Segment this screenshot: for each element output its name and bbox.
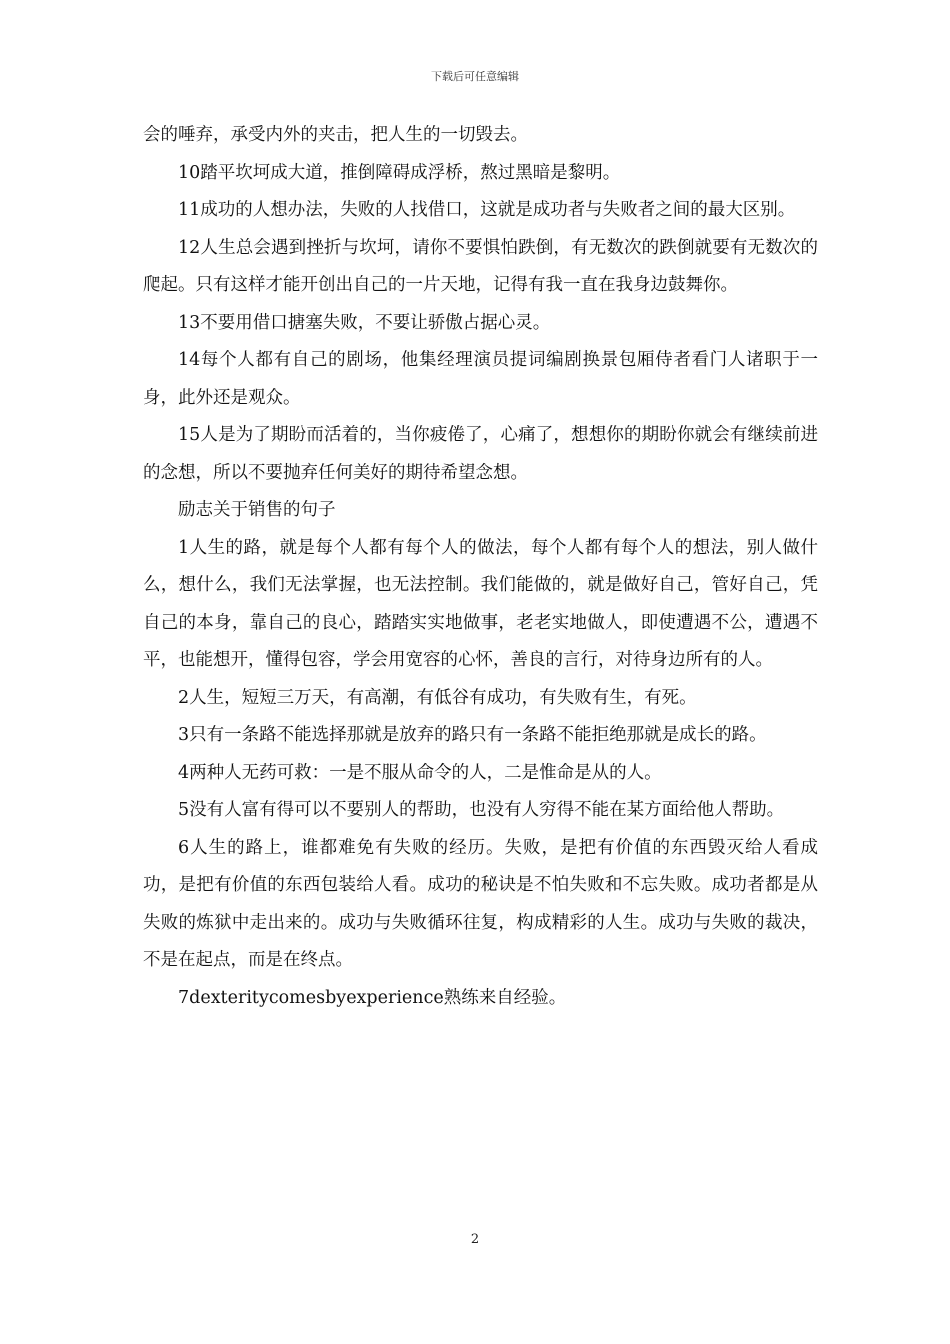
paragraph: 4两种人无药可救：一是不服从命令的人，二是惟命是从的人。 — [178, 762, 662, 783]
paragraph: 11成功的人想办法，失败的人找借口，这就是成功者与失败者之间的最大区别。 — [178, 200, 796, 220]
paragraph: 15人是为了期盼而活着的，当你疲倦了，心痛了，想想你的期盼你就会有继续前进的念想，所以不要抛弃任何美好的期待希望念想。 — [143, 425, 818, 483]
page-number: 2 — [470, 1232, 480, 1247]
document-body — [143, 117, 818, 1017]
paragraph: 6人生的路上，谁都难免有失败的经历。失败，是把有价值的东西毁灭给人看成功，是把有价值的东西包装给人看。成功的秘诀是不怕失败和不忘失败。成功者都是从失败的炼狱中走出来的。成功与失败循环往复，构成精彩的人生。成功与失败的裁决，不是在起点，而是在终点。 — [143, 837, 818, 970]
paragraph: 7dexteritycomesbyexperience熟练来自经验。 — [178, 987, 567, 1008]
paragraph: 10踏平坎坷成大道，推倒障碍成浮桥，熬过黑暗是黎明。 — [178, 162, 621, 183]
paragraph: 1人生的路，就是每个人都有每个人的做法，每个人都有每个人的想法，别人做什么，想什么，我们无法掌握，也无法控制。我们能做的，就是做好自己，管好自己，凭自己的本身，靠自己的良心，踏踏实实地做事，老老实地做人，即使遭遇不公，遭遇不平，也能想开，懂得包容，学会用宽容的心怀，善良的言行，对待身边所有的人。 — [143, 537, 818, 670]
page-header: 下载后可任意编辑 — [431, 70, 519, 83]
paragraph: 5没有人富有得可以不要别人的帮助，也没有人穷得不能在某方面给他人帮助。 — [178, 800, 785, 820]
paragraph: 3只有一条路不能选择那就是放弃的路只有一条路不能拒绝那就是成长的路。 — [178, 725, 767, 745]
paragraph: 12人生总会遇到挫折与坎坷，请你不要惧怕跌倒，有无数次的跌倒就要有无数次的爬起。只有这样才能开创出自己的一片天地，记得有我一直在我身边鼓舞你。 — [143, 237, 818, 295]
paragraph: 14每个人都有自己的剧场，他集经理演员提词编剧换景包厢侍者看门人诸职于一身，此外还是观众。 — [143, 350, 818, 408]
section-heading: 励志关于销售的句子 — [178, 500, 336, 520]
paragraph: 2人生，短短三万天，有高潮，有低谷有成功，有失败有生，有死。 — [178, 687, 697, 708]
paragraph: 会的唾弃，承受内外的夹击，把人生的一切毁去。 — [143, 125, 528, 145]
paragraph: 13不要用借口搪塞失败，不要让骄傲占据心灵。 — [178, 312, 551, 333]
